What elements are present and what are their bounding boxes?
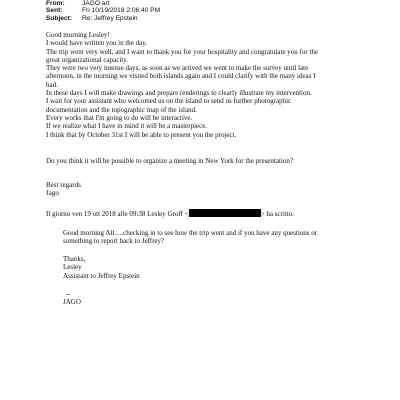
signoff: Best regards [46, 181, 81, 189]
body-line: Every works that I'm going to do will be interactive. [46, 113, 193, 122]
body-line: I think that by October 31st I will be able to present you the project. [46, 130, 237, 139]
body-line: documentation and the topographic map of the island. [46, 105, 197, 114]
reply-header [46, 209, 386, 218]
body-line: great organizational capacity. [46, 55, 129, 64]
from-value: JAGO art [82, 0, 110, 7]
subject-row [46, 15, 160, 22]
body-line: had. [46, 80, 58, 89]
reply-header-prefix: Il giorno ven 19 ott 2018 alle 09:38 Lesley Groff < [46, 210, 189, 218]
message-body [46, 31, 386, 139]
subject-value: Re: Jeffrey Epstein [82, 14, 138, 22]
signoff-block [46, 181, 386, 198]
quoted-thanks: Thanks, [63, 255, 86, 263]
greeting: Good morning Lesley! [46, 31, 110, 39]
sent-label: Sent: [46, 7, 63, 15]
body-line: In these days I will make drawings and prepare renderings to clearly illustrate my intervention. [46, 89, 312, 98]
subject-label: Subject: [46, 14, 73, 22]
question-block [46, 157, 386, 165]
footer-block [63, 290, 383, 307]
sent-value: Fri 10/19/2018 2:06:40 PM [82, 7, 161, 15]
quoted-line: something to report back to Jeffrey? [63, 237, 165, 246]
email-header [46, 0, 160, 22]
body-line: afternoon, in the morning we visited both islands again and I could clarify with the many ideas I [46, 72, 316, 81]
footer-dashes: -- [66, 290, 71, 298]
quoted-signature [63, 255, 383, 280]
quoted-line: Good morning All….checking in to see how the trip went and if you have any questions or [63, 229, 318, 237]
body-line: I wait for your assistant who welcomed us on the island to send us further photographic [46, 97, 292, 106]
body-line: They were two very intense days, as soon as we arrived we went to make the survey until late [46, 64, 309, 73]
body-line: I would have written you in the day. [46, 39, 148, 48]
quoted-message [63, 229, 383, 246]
quoted-name: Lesley [63, 263, 82, 272]
reply-header-line [46, 209, 386, 218]
from-label: From: [46, 0, 65, 7]
question-line: Do you think it will be possible to organize a meeting in New York for the presentation? [46, 157, 293, 165]
body-line: If we realize what I have in mind it will be a masterpiece. [46, 122, 208, 131]
sent-row [46, 7, 160, 14]
quoted-title: Assistant to Jeffrey Epstein [63, 271, 140, 280]
footer-name: JAGO [63, 298, 81, 307]
reply-header-suffix: > ha scritto: [260, 210, 295, 218]
redaction-bar [189, 209, 261, 217]
from-row [46, 0, 160, 7]
signature: Jago [46, 189, 59, 198]
body-line: The trip went very well, and I want to thank you for your hospitality and congratulate you for the [46, 47, 318, 56]
